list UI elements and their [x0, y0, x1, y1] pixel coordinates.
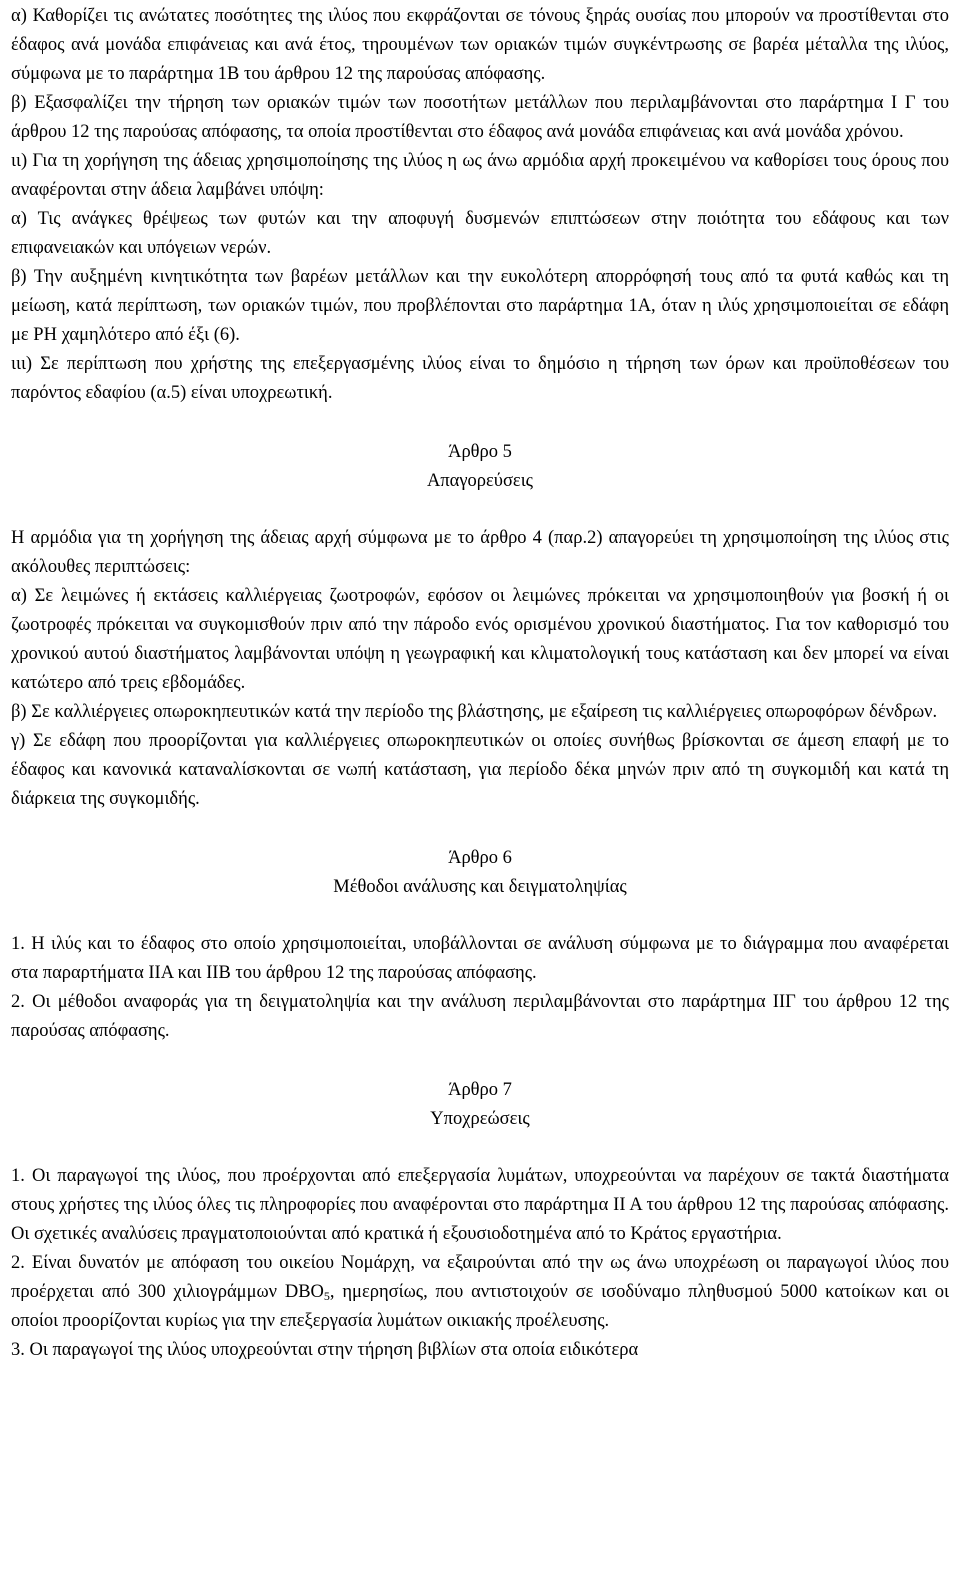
subscript: 5	[323, 1289, 330, 1303]
article-title: Απαγορεύσεις	[426, 471, 534, 491]
article-title: Υποχρεώσεις	[430, 1109, 530, 1129]
paragraph: ιι) Για τη χορήγηση της άδειας χρησιμοποίησης της ιλύος η ως άνω αρμόδια αρχή προκειμένου να καθορίσει τους όρους που αναφέρονται στην άδεια λαμβάνει υπόψη:	[11, 151, 949, 200]
paragraph: γ) Σε εδάφη που προορίζονται για καλλιέργειες οπωροκηπευτικών οι οποίες συνήθως βρίσκονται σε άμεση επαφή με το έδαφος και κανονικά καταναλίσκονται σε νωπή κατάσταση, για περίοδο δέκα μηνών πριν από τη συγκομιδή και κατά τη διάρκεια της συγκομιδής.	[11, 731, 949, 809]
paragraph: 1. Η ιλύς και το έδαφος στο οποίο χρησιμοποιείται, υποβάλλονται σε ανάλυση σύμφωνα με το διάγραμμα που αναφέρεται στα παραρτήματα ΙΙΑ και ΙΙΒ του άρθρου 12 της παρούσας απόφασης.	[11, 934, 949, 983]
paragraph: 1. Οι παραγωγοί της ιλύος, που προέρχονται από επεξεργασία λυμάτων, υποχρεούνται να παρέχουν σε τακτά διαστήματα στους χρήστες της ιλύος όλες τις πληροφορίες που αναφέρονται στο παράρτημα ΙΙ Α του άρθρου 12 της παρούσας απόφασης. Οι σχετικές αναλύσεις πραγματοποιούνται από κρατικά ή εξουσιοδοτημένα από το Κράτος εργαστήρια.	[11, 1166, 949, 1244]
paragraph: α) Σε λειμώνες ή εκτάσεις καλλιέργειας ζωοτροφών, εφόσον οι λειμώνες πρόκειται να χρησιμοποιηθούν για βοσκή ή οι ζωοτροφές πρόκειται να συγκομισθούν πριν από την πάροδο ενός ορισμένου χρονικού διαστήματος. Για τον καθορισμό του χρονικού αυτού διαστήματος λαμβάνονται υπόψη η γεωγραφική και κλιματολογική τους κατάσταση και δεν μπορεί να είναι κατώτερο από τρεις εβδομάδες.	[11, 586, 949, 693]
paragraph-text: , ημερησίως, που αντιστοιχούν σε ισοδύναμο πληθυσμού 5000 κατοίκων και οι οποίοι προορίζονται κυρίως για την επεξεργασία λυμάτων οικιακής προέλευσης.	[11, 1282, 949, 1331]
paragraph: ιιι) Σε περίπτωση που χρήστης της επεξεργασμένης ιλύος είναι το δημόσιο η τήρηση των όρων και προϋποθέσεων του παρόντος εδαφίου (α.5) είναι υποχρεωτική.	[11, 354, 949, 403]
article-6	[11, 844, 949, 1046]
article-number: Άρθρο 5	[448, 442, 512, 462]
paragraph: Η αρμόδια για τη χορήγηση της άδειας αρχή σύμφωνα με το άρθρο 4 (παρ.2) απαγορεύει τη χρησιμοποίηση της ιλύος στις ακόλουθες περιπτώσεις:	[11, 528, 949, 577]
paragraph: β) Σε καλλιέργειες οπωροκηπευτικών κατά την περίοδο της βλάστησης, με εξαίρεση τις καλλιέργειες οπωροφόρων δένδρων.	[11, 702, 938, 722]
article-number: Άρθρο 7	[448, 1080, 512, 1100]
article-7	[11, 1076, 949, 1365]
intro-section	[11, 2, 949, 408]
paragraph: α) Καθορίζει τις ανώτατες ποσότητες της ιλύος που εκφράζονται σε τόνους ξηράς ουσίας που μπορούν να προστίθενται στο έδαφος ανά μονάδα επιφάνειας και ανά έτος, τηρουμένων των οριακών τιμών συγκέντρωσης σε βαρέα μέταλλα της ιλύος, σύμφωνα με το παράρτημα 1Β του άρθρου 12 της παρούσας απόφασης.	[11, 6, 949, 84]
paragraph	[11, 1249, 949, 1336]
paragraph-text: 2. Είναι δυνατόν με απόφαση του οικείου Νομάρχη, να εξαιρούνται από την ως άνω υποχρέωση οι παραγωγοί ιλύος που προέρχεται από 300 χιλιογράμμων DBO	[11, 1253, 949, 1302]
article-title: Μέθοδοι ανάλυσης και δειγματοληψίας	[333, 877, 627, 897]
paragraph: α) Τις ανάγκες θρέψεως των φυτών και την αποφυγή δυσμενών επιπτώσεων στην ποιότητα του εδάφους και των επιφανειακών και υπόγειων νερών.	[11, 209, 949, 258]
paragraph: β) Εξασφαλίζει την τήρηση των οριακών τιμών των ποσοτήτων μετάλλων που περιλαμβάνονται στο παράρτημα Ι Γ του άρθρου 12 της παρούσας απόφασης, τα οποία προστίθενται στο έδαφος ανά μονάδα επιφάνειας και ανά μονάδα χρόνου.	[11, 93, 949, 142]
article-number: Άρθρο 6	[448, 848, 512, 868]
paragraph: 3. Οι παραγωγοί της ιλύος υποχρεούνται στην τήρηση βιβλίων στα οποία ειδικότερα	[11, 1340, 639, 1360]
paragraph: 2. Οι μέθοδοι αναφοράς για τη δειγματοληψία και την ανάλυση περιλαμβάνονται στο παράρτημα ΙΙΓ του άρθρου 12 της παρούσας απόφασης.	[11, 992, 949, 1041]
paragraph: β) Την αυξημένη κινητικότητα των βαρέων μετάλλων και την ευκολότερη απορρόφησή τους από τα φυτά καθώς και τη μείωση, κατά περίπτωση, των οριακών τιμών, που προβλέπονται στο παράρτημα 1Α, όταν η ιλύς χρησιμοποιείται σε εδάφη με PH χαμηλότερο από έξι (6).	[11, 267, 949, 345]
article-5	[11, 438, 949, 814]
